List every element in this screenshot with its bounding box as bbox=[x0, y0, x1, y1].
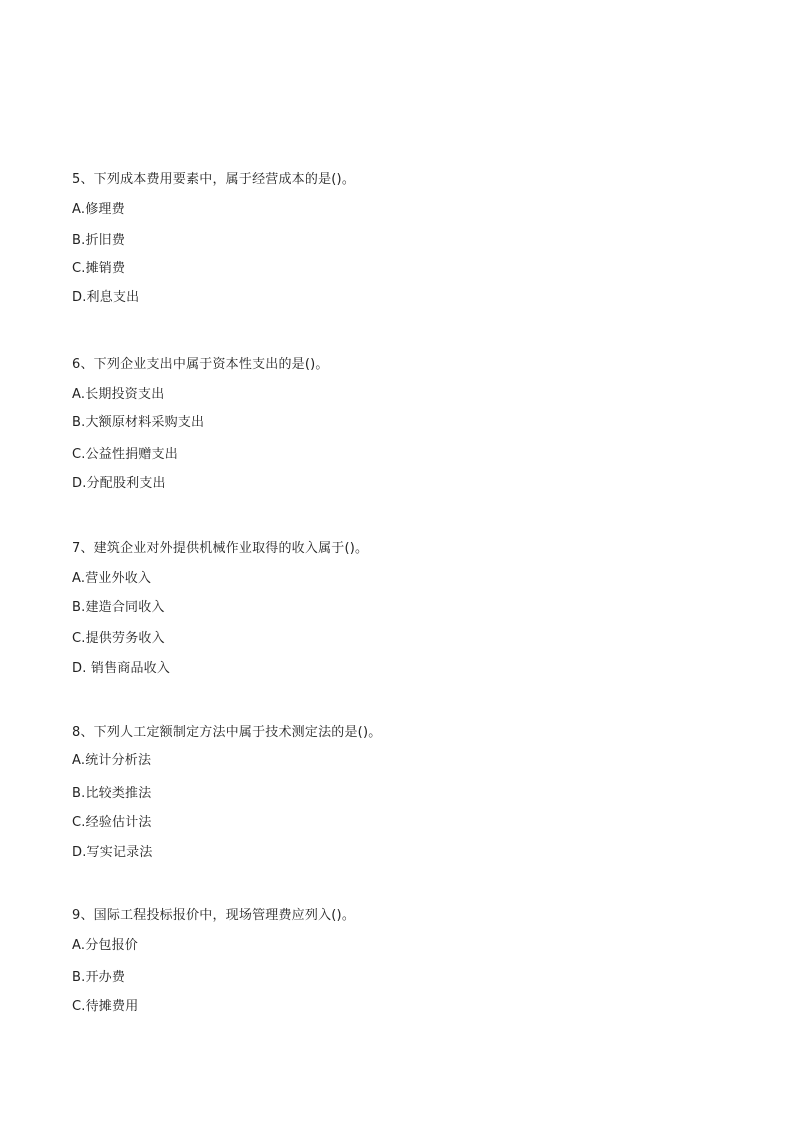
option-c: C.待摊费用 bbox=[72, 999, 139, 1014]
option-c: C.提供劳务收入 bbox=[72, 631, 165, 646]
option-c: C.摊销费 bbox=[72, 261, 126, 276]
option-d: D. 销售商品收入 bbox=[72, 661, 171, 676]
question-text: 6、下列企业支出中属于资本性支出的是()。 bbox=[72, 357, 329, 372]
option-b: B.比较类推法 bbox=[72, 786, 152, 801]
option-c: C.经验估计法 bbox=[72, 815, 152, 830]
option-a: A.统计分析法 bbox=[72, 753, 152, 768]
option-b: B.大额原材料采购支出 bbox=[72, 415, 205, 430]
option-d: D.分配股利支出 bbox=[72, 476, 166, 491]
question-text: 5、下列成本费用要素中，属于经营成本的是()。 bbox=[72, 172, 356, 187]
option-d: D.写实记录法 bbox=[72, 845, 153, 860]
question-8 bbox=[72, 725, 752, 860]
option-a: A.分包报价 bbox=[72, 938, 138, 953]
question-5 bbox=[72, 172, 752, 305]
question-text: 9、国际工程投标报价中，现场管理费应列入()。 bbox=[72, 908, 356, 923]
option-b: B.建造合同收入 bbox=[72, 600, 165, 615]
question-text: 7、建筑企业对外提供机械作业取得的收入属于()。 bbox=[72, 541, 369, 556]
option-c: C.公益性捐赠支出 bbox=[72, 447, 179, 462]
question-6 bbox=[72, 357, 752, 491]
option-d: D.利息支出 bbox=[72, 290, 140, 305]
option-b: B.折旧费 bbox=[72, 233, 126, 248]
option-a: A.长期投资支出 bbox=[72, 387, 165, 402]
option-a: A.修理费 bbox=[72, 202, 125, 217]
question-9 bbox=[72, 908, 752, 1014]
question-7 bbox=[72, 541, 752, 676]
option-a: A.营业外收入 bbox=[72, 571, 152, 586]
question-text: 8、下列人工定额制定方法中属于技术测定法的是()。 bbox=[72, 725, 382, 740]
option-b: B.开办费 bbox=[72, 970, 126, 985]
